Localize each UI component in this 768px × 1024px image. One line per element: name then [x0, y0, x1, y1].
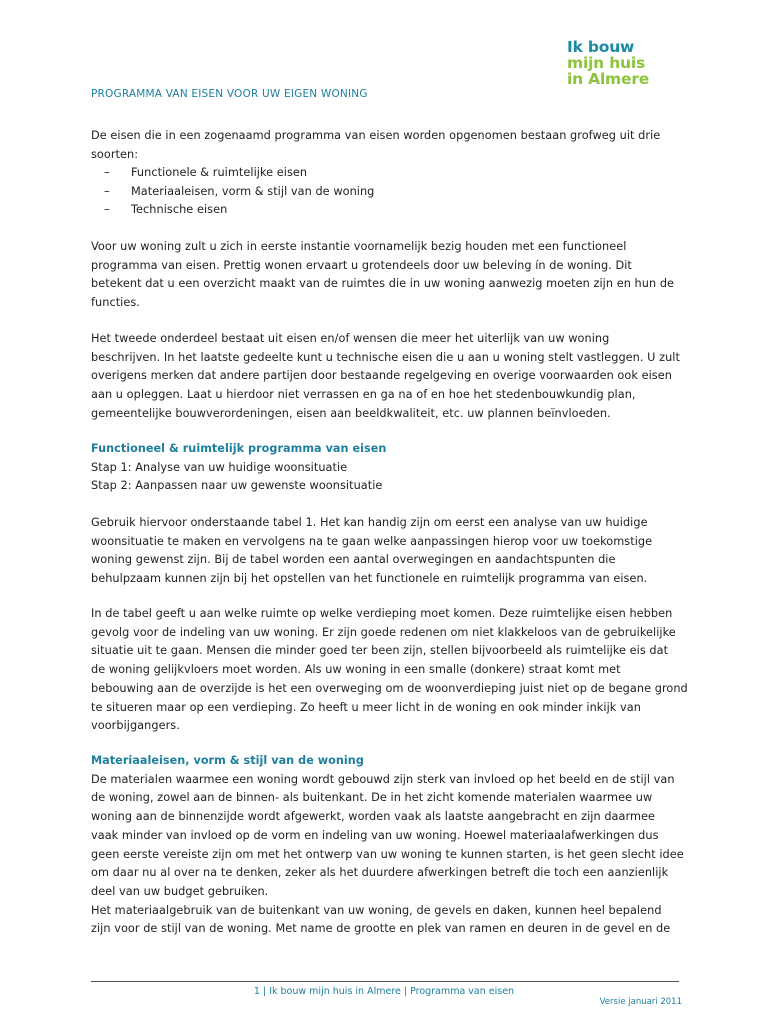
text-line: de woning gelijkvloers moet worden. Als uw woning in een smalle (donkere) straat komt met	[91, 663, 621, 677]
section-functional	[91, 440, 691, 496]
text-line: De materialen waarmee een woning wordt gebouwd zijn sterk van invloed op het beeld en de stijl van	[91, 772, 675, 786]
list-item: – Materiaaleisen, vorm & stijl van de woning	[91, 183, 374, 202]
text-line: Het tweede onderdeel bestaat uit eisen en/of wensen die meer het uiterlijk van uw woning	[91, 332, 610, 345]
text-line: voorbijgangers.	[91, 719, 180, 733]
requirements-list	[91, 164, 374, 220]
intro-paragraph	[91, 127, 691, 164]
text-line: functies.	[91, 296, 140, 310]
text-line: te situeren maar op een verdieping. Zo heeft u meer licht in de woning en ook minder inkijk van	[91, 700, 641, 714]
text-line: woning gewenst zijn. Bij de tabel worden een aantal overwegingen en aandachtspunten die	[91, 553, 616, 567]
footer-divider	[91, 981, 679, 982]
paragraph-second-part	[91, 330, 691, 424]
section-heading: Functioneel & ruimtelijk programma van eisen	[91, 442, 387, 455]
text-line: In de tabel geeft u aan welke ruimte op welke verdieping moet komen. Deze ruimtelijke eisen hebben	[91, 607, 673, 620]
step-line: Stap 1: Analyse van uw huidige woonsituatie	[91, 460, 348, 474]
text-line: zijn voor de stijl van de woning. Met name de grootte en plek van ramen en deuren in de gevel en de	[91, 922, 671, 936]
paragraph-table-usage	[91, 514, 691, 589]
text-line: beschrijven. In het laatste gedeelte kunt u technische eisen die u aan u woning stelt vastleggen. U zult	[91, 350, 680, 364]
text-line: deel van uw budget gebruiken.	[91, 884, 269, 898]
section-materials	[91, 752, 691, 939]
step-line: Stap 2: Aanpassen naar uw gewenste woonsituatie	[91, 479, 383, 493]
document-title: PROGRAMMA VAN EISEN VOOR UW EIGEN WONING	[91, 88, 368, 100]
list-item: – Functionele & ruimtelijke eisen	[91, 164, 374, 183]
text-line: gemeentelijke bouwverordeningen, eisen aan beeldkwaliteit, etc. uw plannen beïnvloeden.	[91, 406, 611, 420]
text-line: vaak minder van invloed op de vorm en indeling van uw woning. Hoewel materiaalafwerkingen dus	[91, 828, 659, 842]
logo-line-2: mijn huis	[567, 54, 646, 72]
text-line: soorten:	[91, 147, 139, 161]
text-line: woonsituatie te maken en vervolgens na te gaan welke aanpassingen hierop voor uw toekomstige	[91, 534, 653, 548]
text-line: behulpzaam kunnen zijn bij het opstellen van het functionele en ruimtelijk programma van eisen.	[91, 572, 648, 586]
text-line: gevolg voor de indeling van uw woning. Er zijn goede redenen om niet klakkeloos van de gebruikelijke	[91, 625, 676, 639]
text-line: Gebruik hiervoor onderstaande tabel 1. Het kan handig zijn om eerst een analyse van uw huidige	[91, 516, 648, 529]
text-line: de woning, zowel aan de binnen- als buitenkant. De in het zicht komende materialen waarmee uw	[91, 791, 653, 805]
section-heading: Materiaaleisen, vorm & stijl van de woning	[91, 754, 364, 767]
logo-line-3: in Almere	[567, 70, 650, 88]
text-line: om daar nu al over na te denken, zeker als het duurdere afwerkingen betreft die toch een aanzienlijk	[91, 866, 669, 880]
logo	[567, 39, 649, 87]
text-line: betekent dat u een overzicht maakt van de ruimtes die in uw woning aanwezig moeten zijn en hun de	[91, 277, 675, 291]
list-item: – Technische eisen	[91, 201, 374, 220]
text-line: overigens merken dat andere partijen door bestaande regelgeving en overige voorwaarden ook eisen	[91, 369, 672, 383]
logo-line-1: Ik bouw	[567, 38, 635, 56]
text-line: bebouwing aan de overzijde is het een overweging om de woonverdieping juist niet op de begane grond	[91, 681, 688, 695]
text-line: De eisen die in een zogenaamd programma van eisen worden opgenomen bestaan grofweg uit drie	[91, 129, 661, 142]
text-line: programma van eisen. Prettig wonen ervaart u grotendeels door uw beleving ín de woning. Dit	[91, 258, 632, 272]
paragraph-floors	[91, 605, 691, 736]
text-line: geen eerste vereiste zijn om met het ontwerp van uw woning te kunnen starten, is het geen slecht idee	[91, 847, 684, 861]
text-line: Het materiaalgebruik van de buitenkant van uw woning, de gevels en daken, kunnen heel bepalend	[91, 903, 662, 917]
text-line: aan u opleggen. Laat u hierdoor niet verrassen en ga na of en hoe het stedenbouwkundig plan,	[91, 388, 636, 402]
paragraph-functional	[91, 238, 691, 313]
footer-version: Versie januari 2011	[599, 997, 682, 1007]
text-line: Voor uw woning zult u zich in eerste instantie voornamelijk bezig houden met een functioneel	[91, 240, 627, 253]
text-line: situatie uit te gaan. Mensen die minder goed ter been zijn, stellen bijvoorbeeld als ruimtelijke eis dat	[91, 644, 669, 658]
text-line: woning aan de binnenzijde wordt afgewerkt, worden vaak als laatste aangebracht en zijn daarmee	[91, 810, 656, 824]
footer-text: 1 | Ik bouw mijn huis in Almere | Programma van eisen	[253, 986, 515, 997]
